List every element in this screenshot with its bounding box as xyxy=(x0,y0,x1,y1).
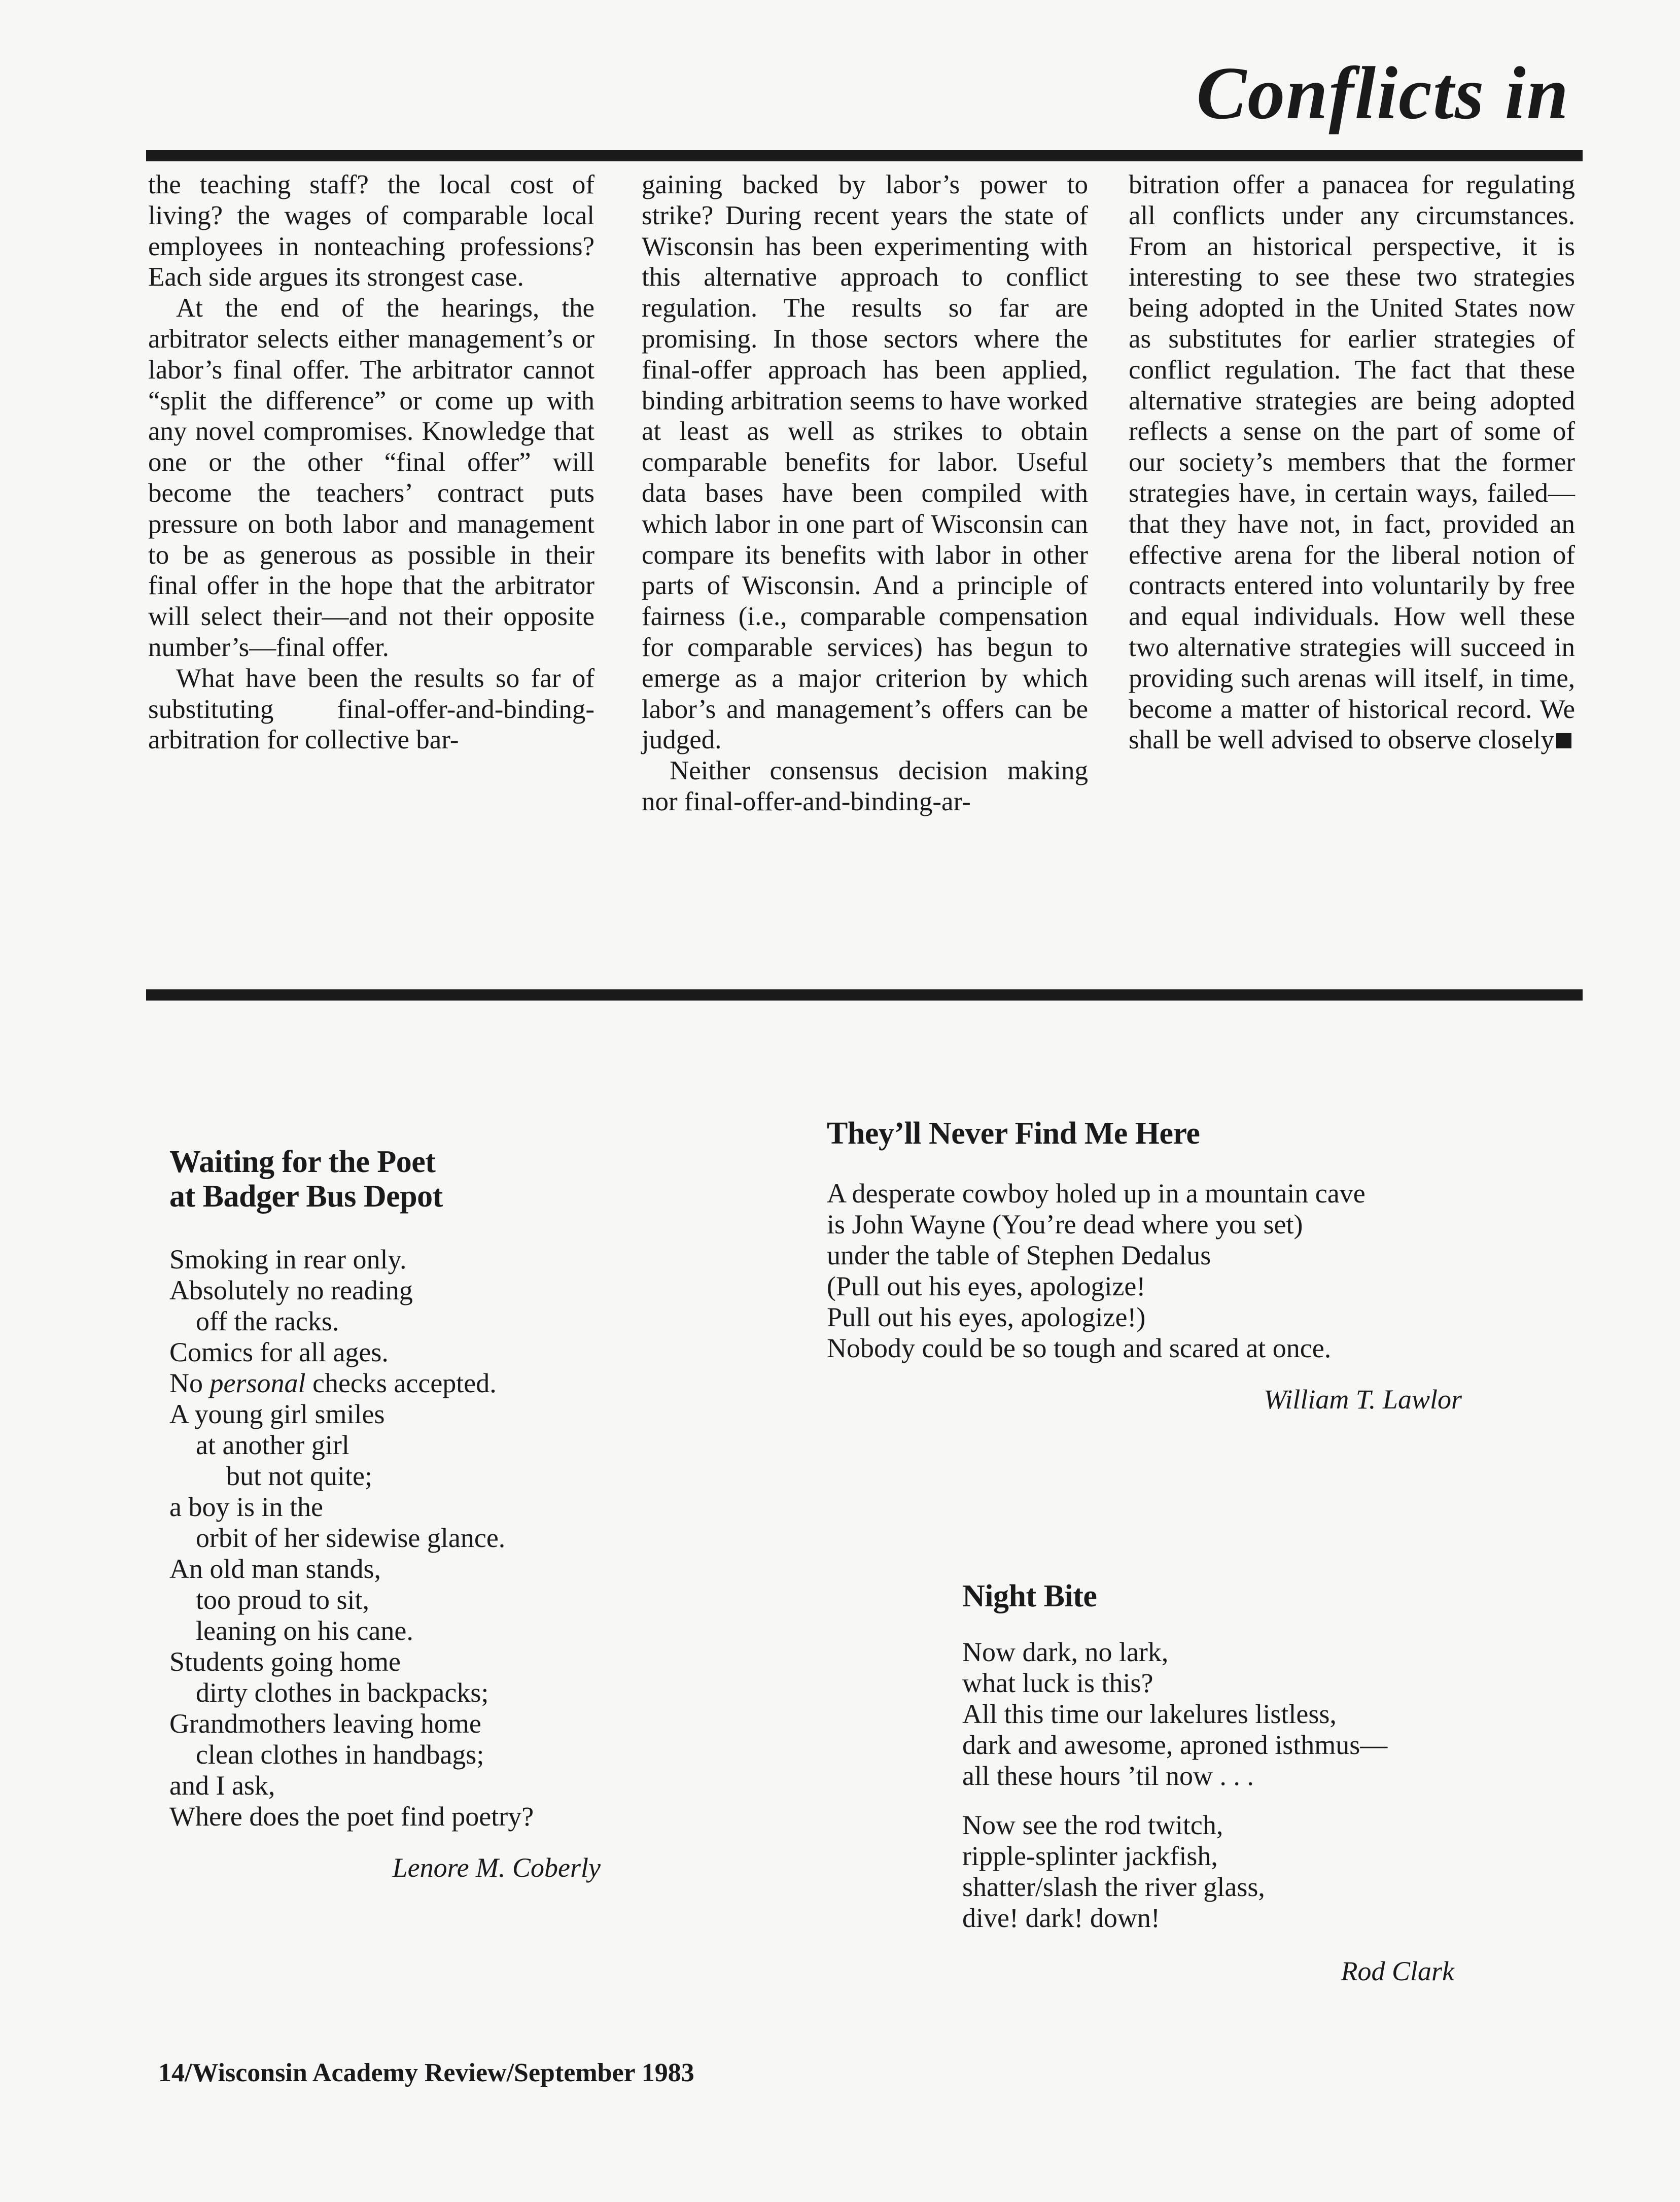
poem-line: at another girl xyxy=(196,1430,349,1460)
poem-line: clean clothes in handbags; xyxy=(196,1739,484,1770)
end-mark-icon xyxy=(1556,733,1571,748)
paragraph: At the end of the hearings, the arbitrator selects either management’s or labor’s final offer. The arbitrator cannot “split the difference” or come up with any novel compromises. Knowledge that one or the other “final offer” will become the teachers’ contract puts pressure on both labor and management to be as generous as possible in their final offer in the hope that the arbitrator will select their—and not their opposite number’s—final offer. xyxy=(148,293,594,662)
poem-line: ripple-splinter jackfish, xyxy=(962,1841,1218,1871)
paragraph: gaining backed by labor’s power to strike? During recent years the state of Wisconsin has been experimenting with this alternative approach to conflict regulation. The results so far are promising. In those sectors where the final-offer approach has been applied, binding arbitration seems to have worked at least as well as strikes to obtain comparable benefits for labor. Useful data bases have been compiled with which labor in one part of Wisconsin can compare its benefits with labor in other parts of Wisconsin. And a principle of fairness (i.e., comparable compensation for comparable services) has begun to emerge as a major criterion by which labor’s and management’s offers can be judged. xyxy=(642,170,1088,755)
poem-line: Absolutely no reading xyxy=(169,1275,413,1305)
poem-line: Students going home xyxy=(169,1646,401,1677)
article-column-2 xyxy=(642,169,1088,817)
poem-theyll-never-find-me-here xyxy=(827,1116,1466,1415)
poem-line: off the racks. xyxy=(196,1306,339,1336)
poem-line: Where does the poet find poetry? xyxy=(169,1801,534,1832)
section-divider-rule xyxy=(146,989,1583,1001)
poem-line: dark and awesome, aproned isthmus— xyxy=(962,1730,1388,1760)
poem-line: dive! dark! down! xyxy=(962,1903,1160,1933)
top-rule xyxy=(146,150,1583,161)
poem-line: all these hours ’til now . . . xyxy=(962,1761,1254,1791)
poem-waiting-for-the-poet xyxy=(169,1145,601,1883)
poem-line: orbit of her sidewise glance. xyxy=(196,1523,506,1553)
article-header-title: Conflicts in xyxy=(1196,52,1569,135)
poem-line xyxy=(169,1368,601,1399)
poem-line: is John Wayne (You’re dead where you set) xyxy=(827,1209,1303,1240)
poem-title-line: Waiting for the Poet xyxy=(169,1145,436,1179)
paragraph: Neither consensus decision making nor final-offer-and-binding-ar- xyxy=(642,756,1088,816)
poem-line: dirty clothes in backpacks; xyxy=(196,1677,489,1708)
article-column-1 xyxy=(148,169,594,755)
poem-word: No xyxy=(169,1368,203,1398)
poem-line: Pull out his eyes, apologize!) xyxy=(827,1302,1146,1332)
paragraph: What have been the results so far of substituting final-offer-and-binding-arbitration for collective bar- xyxy=(148,663,594,755)
poem-title: They’ll Never Find Me Here xyxy=(827,1116,1200,1151)
poem-author: Rod Clark xyxy=(1341,1956,1454,1986)
poem-line: Now see the rod twitch, xyxy=(962,1810,1223,1840)
poem-line: what luck is this? xyxy=(962,1668,1153,1698)
poem-night-bite xyxy=(962,1579,1459,1987)
poem-line: and I ask, xyxy=(169,1770,275,1801)
poem-line: Smoking in rear only. xyxy=(169,1244,407,1275)
poem-emphasis: personal xyxy=(209,1368,306,1398)
poem-line: Grandmothers leaving home xyxy=(169,1708,481,1739)
poem-line: Now dark, no lark, xyxy=(962,1637,1169,1667)
poem-word: checks accepted. xyxy=(312,1368,497,1398)
stanza-gap xyxy=(962,1792,1459,1810)
poem-line: All this time our lakelures listless, xyxy=(962,1699,1337,1729)
poem-line: leaning on his cane. xyxy=(196,1615,413,1646)
paragraph-text: bitration offer a panacea for regulating all conflicts under any circumstances. From an historical perspective, it is interesting to see these two strategies being adopted in the United States now as substitutes for earlier strategies of conflict regulation. The fact that these alternative strategies are being adopted reflects a sense on the part of some of our society’s members that the former strategies have, in certain ways, failed—that they have not, in fact, provided an effective arena for the liberal notion of contracts entered into voluntarily by free and equal individuals. How well these two alternative strategies will succeed in providing such arenas will itself, in time, become a matter of historical record. We shall be well advised to observe closely xyxy=(1129,170,1575,755)
poem-line: (Pull out his eyes, apologize! xyxy=(827,1271,1146,1301)
poem-title: Night Bite xyxy=(962,1579,1097,1613)
poem-line: a boy is in the xyxy=(169,1492,323,1522)
poem-author: William T. Lawlor xyxy=(1264,1384,1462,1415)
poem-line: Nobody could be so tough and scared at once. xyxy=(827,1333,1332,1363)
poem-line: too proud to sit, xyxy=(196,1585,370,1615)
article-column-3 xyxy=(1129,169,1575,755)
page-footer: 14/Wisconsin Academy Review/September 1983 xyxy=(158,2058,694,2087)
paragraph: the teaching staff? the local cost of living? the wages of comparable local employees in nonteaching professions? Each side argues its strongest case. xyxy=(148,170,594,292)
poem-line: A desperate cowboy holed up in a mountain cave xyxy=(827,1178,1366,1209)
poem-line: shatter/slash the river glass, xyxy=(962,1872,1265,1902)
paragraph xyxy=(1129,169,1575,755)
poem-line: An old man stands, xyxy=(169,1554,381,1584)
poem-author: Lenore M. Coberly xyxy=(392,1852,601,1883)
poem-line: under the table of Stephen Dedalus xyxy=(827,1240,1211,1270)
poem-line: A young girl smiles xyxy=(169,1399,385,1429)
poem-title-line: at Badger Bus Depot xyxy=(169,1179,443,1214)
poem-line: Comics for all ages. xyxy=(169,1337,389,1367)
poem-line: but not quite; xyxy=(226,1461,372,1491)
